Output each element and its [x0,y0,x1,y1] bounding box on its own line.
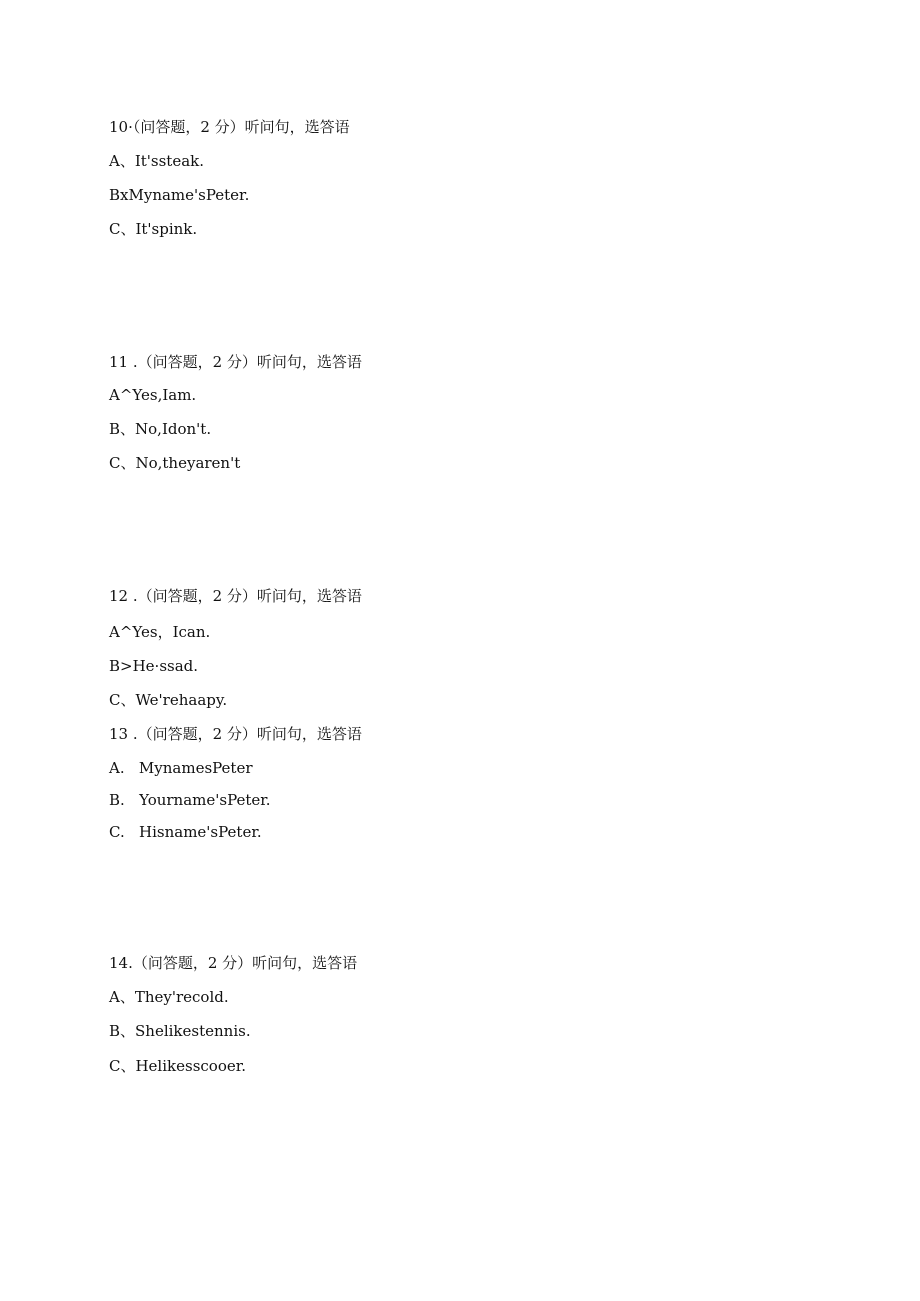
question-14-option-b: B、Shelikestennis. [109,1022,251,1040]
question-12-option-a: A^Yes，Ican. [109,623,211,641]
question-12-option-b: B>He·ssad. [109,657,199,675]
question-13-option-a: A. MynamesPeter [109,759,253,777]
question-10-stem: 10·（问答题，2 分）听问句，选答语 [109,118,350,136]
question-13-option-b: B. Yourname'sPeter. [109,791,271,809]
question-11-option-c: C、No,theyaren't [109,454,241,472]
question-12-option-c: C、We'rehaapy. [109,691,228,709]
question-14-option-a: A、They'recold. [109,988,229,1006]
question-10-option-b: BxMyname'sPeter. [109,186,250,204]
question-14-option-c: C、Helikesscooer. [109,1057,247,1075]
question-12-stem: 12 .（问答题，2 分）听问句，选答语 [109,587,362,605]
question-10-option-c: C、It'spink. [109,220,198,238]
question-11-option-b: B、No,Idon't. [109,420,212,438]
question-14-stem: 14.（问答题，2 分）听问句，选答语 [109,954,358,972]
question-11-stem: 11 .（问答题，2 分）听问句，选答语 [109,353,362,371]
question-10-option-a: A、It'ssteak. [109,152,205,170]
question-13-stem: 13 .（问答题，2 分）听问句，选答语 [109,725,362,743]
question-13-option-c: C. Hisname'sPeter. [109,823,262,841]
question-11-option-a: A^Yes,Iam. [109,386,197,404]
